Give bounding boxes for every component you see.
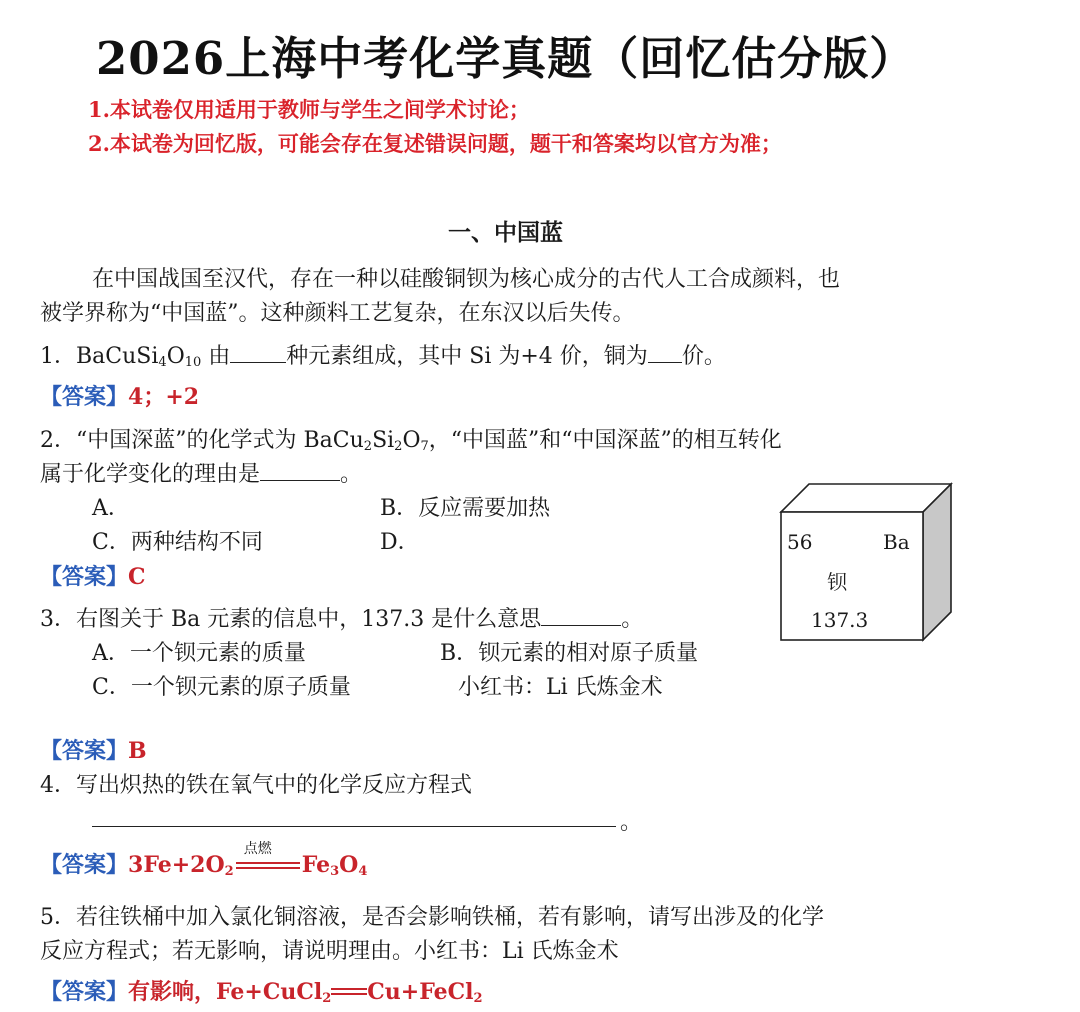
q2-option-d: D． (380, 530, 420, 555)
q1-text-1: 由 (201, 344, 231, 369)
q1-number: 1． (40, 344, 76, 369)
q2-blank[interactable] (260, 460, 340, 481)
question-5-line-2: 反应方程式；若无影响，请说明理由。小红书：Li 氏炼金术 (40, 939, 619, 964)
answer-1-value: 4；+2 (128, 384, 200, 410)
question-4: 4．写出炽热的铁在氧气中的化学反应方程式 (40, 773, 472, 798)
q2-sub3: 7 (420, 439, 429, 454)
answer-5-sub-b: 2 (473, 991, 483, 1006)
q1-sub1: 4 (158, 355, 167, 370)
q2-option-a: A． (92, 496, 130, 521)
section-heading: 一、中国蓝 (448, 219, 563, 246)
element-number: 56 (787, 530, 813, 554)
q1-formula: BaCuSi (76, 344, 159, 369)
q1-formula-o: O (166, 344, 185, 369)
answer-3 (40, 734, 147, 765)
answer-tag: 【答案】 (40, 738, 129, 764)
element-mass: 137.3 (811, 608, 869, 632)
answer-tag: 【答案】 (40, 564, 129, 590)
q2-line2-end: 。 (340, 462, 363, 487)
answer-5-text-a: 有影响，Fe+CuCl (128, 979, 323, 1005)
q2-text-a: 2．“中国深蓝”的化学式为 BaCu (40, 428, 364, 453)
reaction-condition: 点燃 (243, 841, 272, 857)
answer-4-sub-o2: 2 (224, 864, 234, 879)
answer-2-value: C (128, 564, 146, 590)
q4-answer-line[interactable] (92, 826, 616, 827)
element-symbol: Ba (883, 530, 910, 554)
q1-sub2: 10 (184, 355, 202, 370)
q3-blank[interactable] (541, 605, 621, 626)
answer-tag: 【答案】 (40, 852, 129, 878)
answer-4 (40, 841, 368, 879)
question-2-line-2 (40, 457, 362, 488)
intro-line-1: 在中国战国至汉代，存在一种以硅酸铜钡为核心成分的古代人工合成颜料，也 (92, 267, 841, 292)
q2-o: O (402, 428, 421, 453)
q3-watermark: 小红书：Li 氏炼金术 (458, 675, 663, 700)
answer-4-product-o: O (339, 852, 359, 878)
q2-option-b: B．反应需要加热 (380, 496, 551, 521)
q2-sub2: 2 (394, 439, 403, 454)
answer-5-text-b: Cu+FeCl (367, 979, 474, 1005)
answer-4-sub-o: 4 (358, 864, 368, 879)
answer-1 (40, 380, 199, 411)
reaction-arrow (236, 841, 300, 872)
intro-line-2: 被学界称为“中国蓝”。这种颜料工艺复杂，在东汉以后失传。 (40, 301, 635, 326)
q3-option-b: B．钡元素的相对原子质量 (440, 641, 699, 666)
question-3 (40, 602, 643, 633)
q1-blank-2[interactable] (648, 342, 682, 363)
q2-text-b: ，“中国蓝”和“中国深蓝”的相互转化 (428, 428, 782, 453)
question-2-line-1 (40, 423, 782, 454)
answer-5 (40, 975, 483, 1006)
answer-5-sub-a: 2 (322, 991, 332, 1006)
element-name: 钡 (827, 570, 847, 594)
question-1 (40, 339, 726, 370)
q3-option-a: A．一个钡元素的质量 (92, 641, 306, 666)
question-5-line-1: 5．若往铁桶中加入氯化铜溶液，是否会影响铁桶，若有影响，请写出涉及的化学 (40, 905, 824, 930)
q2-sub1: 2 (363, 439, 373, 454)
answer-3-value: B (128, 738, 147, 764)
answer-tag: 【答案】 (40, 979, 129, 1005)
q2-si: Si (372, 428, 395, 453)
q2-line2-text: 属于化学变化的理由是 (40, 462, 261, 487)
note-2: 2.本试卷为回忆版，可能会存在复述错误问题，题干和答案均以官方为准； (88, 131, 782, 156)
answer-4-reactants: 3Fe+2O (128, 852, 225, 878)
page-title: 2026上海中考化学真题（回忆估分版） (96, 32, 916, 85)
q1-blank-1[interactable] (230, 342, 286, 363)
element-card-ba (775, 478, 955, 644)
equals-sign (331, 979, 367, 999)
q3-option-c: C．一个钡元素的原子质量 (92, 675, 351, 700)
answer-4-sub-fe: 3 (330, 864, 340, 879)
q1-text-2: 种元素组成，其中 Si 为+4 价，铜为 (286, 344, 648, 369)
q4-end: 。 (620, 810, 643, 835)
note-1: 1.本试卷仅用适用于教师与学生之间学术讨论； (88, 97, 530, 122)
q3-end: 。 (621, 607, 644, 632)
q1-text-3: 价。 (681, 344, 726, 369)
answer-4-product: Fe (301, 852, 331, 878)
answer-2 (40, 560, 146, 591)
answer-tag: 【答案】 (40, 384, 129, 410)
q2-option-c: C．两种结构不同 (92, 530, 263, 555)
q3-text: 3．右图关于 Ba 元素的信息中，137.3 是什么意思 (40, 607, 542, 632)
